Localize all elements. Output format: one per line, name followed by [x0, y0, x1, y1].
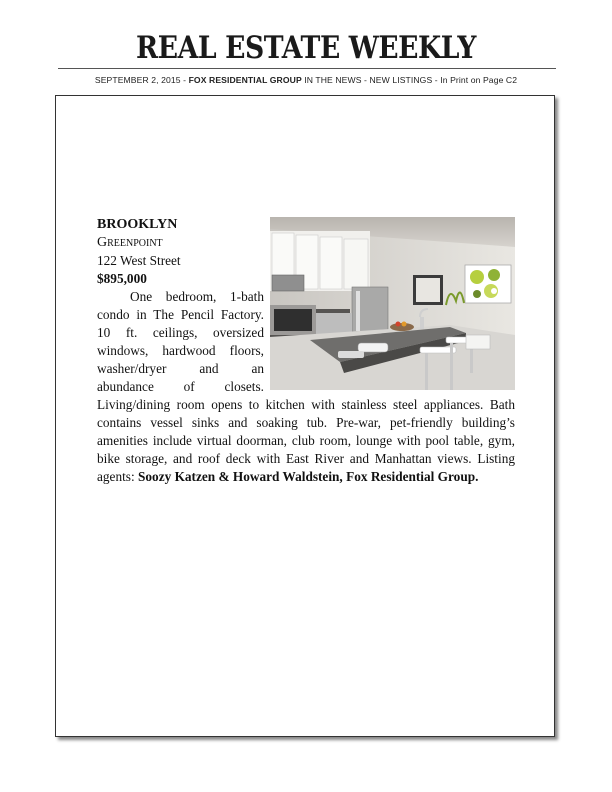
listing-borough: BROOKLYN: [97, 217, 178, 232]
kitchen-photo: [270, 217, 515, 390]
listing-agents: Soozy Katzen & Howard Waldstein, Fox Residential Group.: [138, 469, 479, 484]
listing-article: [97, 216, 515, 486]
kitchen-illustration: [270, 217, 515, 390]
listing-price: $895,000: [97, 271, 147, 286]
dateline-company: FOX RESIDENTIAL GROUP: [188, 75, 302, 85]
header-rule: [58, 68, 556, 69]
masthead: REAL ESTATE WEEKLY: [136, 30, 476, 66]
listing-neighborhood: Greenpoint: [97, 235, 163, 250]
dateline-date: SEPTEMBER 2, 2015 -: [94, 75, 189, 85]
dateline-section: IN THE NEWS - NEW LISTINGS - In Print on Page C2: [301, 75, 518, 85]
listing-address: 122 West Street: [97, 253, 181, 268]
dateline: [0, 75, 612, 85]
description-text: One bedroom, 1-bath condo in The Pencil Factory. 10 ft. ceilings, oversized windows, hardwood floors, washer/dryer and an abundance of closets. Living/dining room opens to kitchen with stainless steel appliances. Bath contains vessel sinks and soaking tub. Pre-war, pet-friendly building’s amenities include virtual doorman, club room, lounge with pool table, gym, bike storage, and roof deck with East River and Manhattan views. Listing agents:: [97, 289, 515, 484]
